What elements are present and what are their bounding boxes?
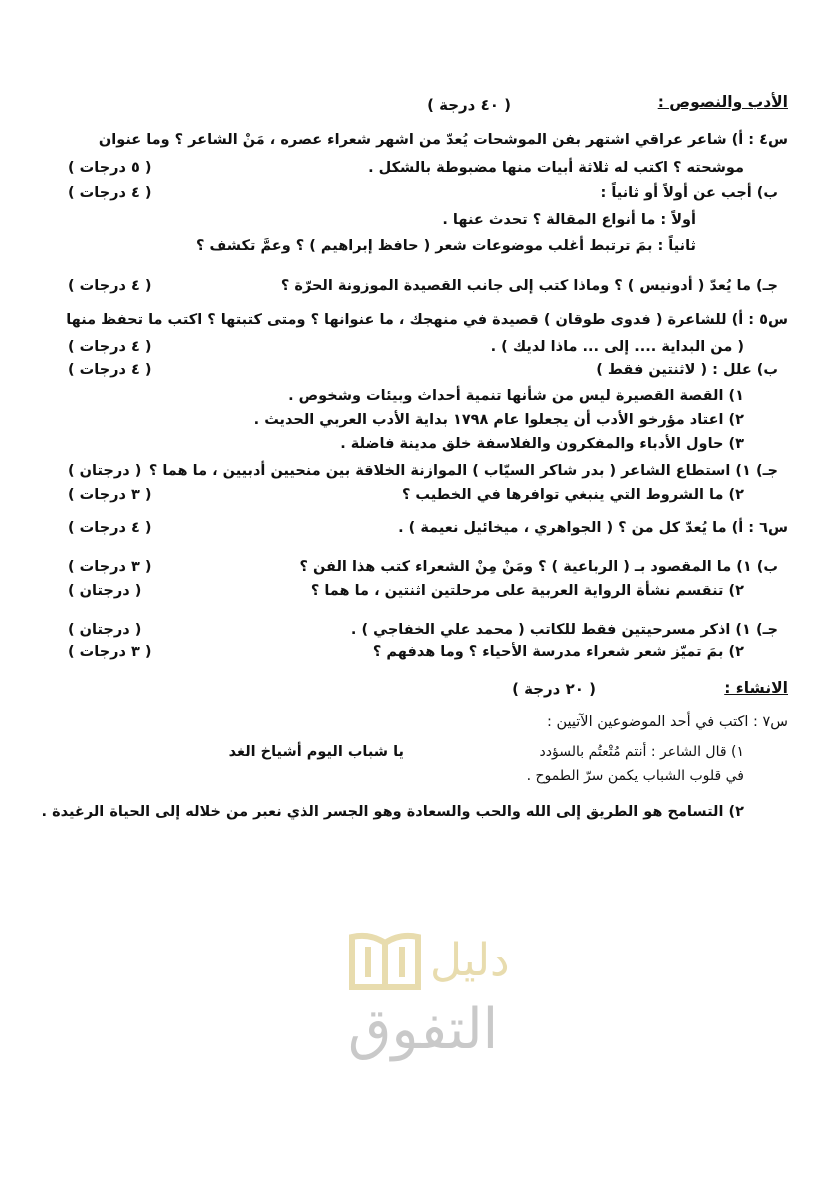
composition-title: الانشاء : bbox=[724, 679, 788, 697]
q6-b2: ٢) تنقسم نشأة الرواية العربية على مرحلتين اثنتين ، ما هما ؟ bbox=[310, 583, 744, 599]
topic1-intro: ١) قال الشاعر : أنتم مُتْعتُم بالسؤدد bbox=[539, 744, 744, 760]
q6-a-points: ( ٤ درجات ) bbox=[68, 520, 152, 536]
q6-c1: جـ) ١) اذكر مسرحيتين فقط للكاتب ( محمد علي الخفاجي ) . bbox=[350, 622, 778, 638]
section-title: الأدب والنصوص : bbox=[657, 93, 788, 111]
q5-line2-points: ( ٤ درجات ) bbox=[68, 339, 152, 355]
q4-b: ب) أجب عن أولاً أو ثانياً : bbox=[600, 185, 778, 201]
q5-c1: جـ) ١) استطاع الشاعر ( بدر شاكر السيّاب ) الموازنة الخلاقة بين منحيين أدبيين ، ما هما ؟ bbox=[148, 463, 778, 479]
q4-c: جـ) ما يُعدّ ( أدونيس ) ؟ وماذا كتب إلى جانب القصيدة الموزونة الحرّة ؟ bbox=[280, 278, 778, 294]
q4-c-points: ( ٤ درجات ) bbox=[68, 278, 152, 294]
q4-line2-points: ( ٥ درجات ) bbox=[68, 160, 152, 176]
q5-c2: ٢) ما الشروط التي ينبغي توافرها في الخطيب ؟ bbox=[401, 487, 744, 503]
watermark-line2: التفوق bbox=[348, 997, 499, 1062]
topic2: ٢) التسامح هو الطريق إلى الله والحب والسعادة وهو الجسر الذي نعبر من خلاله إلى الحياة الرغيدة . bbox=[41, 804, 744, 820]
q6-c1-points: ( درجتان ) bbox=[68, 622, 142, 638]
q5-b: ب) علل : ( لاثنتين فقط ) bbox=[596, 362, 778, 378]
q4-line1: س٤ : أ) شاعر عراقي اشتهر بفن الموشحات يُعدّ من اشهر شعراء عصره ، مَنْ الشاعر ؟ وما عنوان bbox=[98, 132, 788, 148]
q5-b-points: ( ٤ درجات ) bbox=[68, 362, 152, 378]
q5-line2: ( من البداية .... إلى ... ماذا لديك ) . bbox=[490, 339, 744, 355]
watermark-line1: دليل bbox=[430, 935, 510, 986]
q4-b1: أولاً : ما أنواع المقالة ؟ تحدث عنها . bbox=[442, 212, 696, 228]
q6-a: س٦ : أ) ما يُعدّ كل من ؟ ( الجواهري ، ميخائيل نعيمة ) . bbox=[398, 520, 788, 536]
topic1-verse-b: يا شباب اليوم أشياخ الغد bbox=[228, 744, 404, 760]
q6-b1-points: ( ٣ درجات ) bbox=[68, 559, 152, 575]
q5-c2-points: ( ٣ درجات ) bbox=[68, 487, 152, 503]
q5-b3: ٣) حاول الأدباء والمفكرون والفلاسفة خلق مدينة فاضلة . bbox=[340, 436, 744, 452]
q4-line2: موشحته ؟ اكتب له ثلاثة أبيات منها مضبوطة بالشكل . bbox=[368, 160, 744, 176]
q7-title: س٧ : اكتب في أحد الموضوعين الآتيين : bbox=[546, 714, 788, 730]
q6-c2: ٢) بمَ تميّز شعر شعراء مدرسة الأحياء ؟ وما هدفهم ؟ bbox=[372, 644, 744, 660]
q6-b2-points: ( درجتان ) bbox=[68, 583, 142, 599]
q5-b1: ١) القصة القصيرة ليس من شأنها تنمية أحداث وبيئات وشخوص . bbox=[288, 388, 744, 404]
section-marks: ( ٤٠ درجة ) bbox=[427, 96, 511, 114]
q4-b-points: ( ٤ درجات ) bbox=[68, 185, 152, 201]
q6-c2-points: ( ٣ درجات ) bbox=[68, 644, 152, 660]
q5-c1-points: ( درجتان ) bbox=[68, 463, 142, 479]
q4-b2: ثانياً : بمَ ترتبط أغلب موضوعات شعر ( حافظ إبراهيم ) ؟ وعمَّ تكشف ؟ bbox=[196, 238, 696, 254]
composition-marks: ( ٢٠ درجة ) bbox=[512, 680, 596, 698]
q5-line1: س٥ : أ) للشاعرة ( فدوى طوقان ) قصيدة في منهجك ، ما عنوانها ؟ ومتى كتبتها ؟ اكتب ما تحفظ منها bbox=[66, 312, 788, 328]
q6-b1: ب) ١) ما المقصود بـ ( الرباعية ) ؟ ومَنْ مِنْ الشعراء كتب هذا الفن ؟ bbox=[299, 559, 778, 575]
watermark-logo bbox=[330, 925, 530, 1075]
topic1-verse-c: في قلوب الشباب يكمن سرّ الطموح . bbox=[526, 768, 744, 784]
q5-b2: ٢) اعتاد مؤرخو الأدب أن يجعلوا عام ١٧٩٨ بداية الأدب العربي الحديث . bbox=[253, 412, 744, 428]
